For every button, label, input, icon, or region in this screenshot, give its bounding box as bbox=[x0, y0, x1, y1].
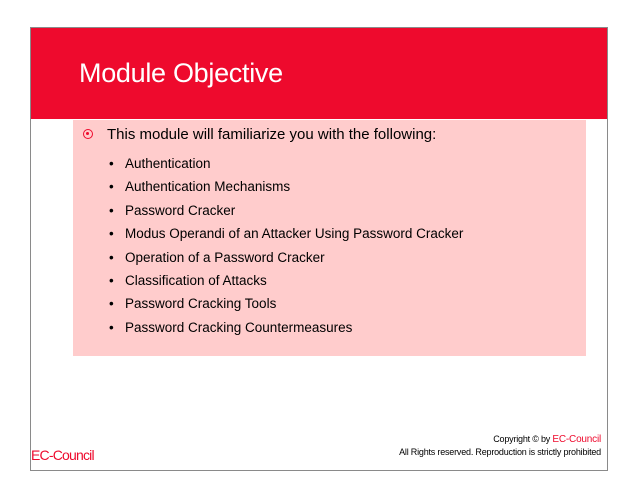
footer-brand: EC-Council bbox=[31, 447, 94, 463]
list-item-text: Classification of Attacks bbox=[125, 272, 267, 288]
intro-line bbox=[83, 126, 436, 143]
list-item bbox=[109, 269, 463, 292]
list-item-text: Password Cracking Tools bbox=[125, 296, 277, 312]
list-item bbox=[109, 152, 463, 175]
bullet-icon: • bbox=[109, 319, 114, 335]
objective-list bbox=[109, 152, 463, 339]
list-item-text: Password Cracking Countermeasures bbox=[125, 319, 353, 335]
list-item bbox=[109, 246, 463, 269]
bullet-icon: • bbox=[109, 156, 114, 171]
slide bbox=[30, 27, 608, 471]
bullet-icon: • bbox=[109, 249, 114, 265]
list-item bbox=[109, 316, 463, 339]
copyright-text: Copyright © by bbox=[493, 434, 551, 444]
content-box bbox=[73, 120, 586, 356]
copyright-brand: EC-Council bbox=[552, 434, 601, 445]
circle-bullet-icon bbox=[83, 129, 93, 139]
list-item bbox=[109, 175, 463, 198]
bullet-icon: • bbox=[109, 226, 114, 242]
list-item-text: Authentication Mechanisms bbox=[125, 179, 291, 195]
list-item-text: Password Cracker bbox=[125, 202, 236, 218]
list-item bbox=[109, 199, 463, 222]
bullet-icon: • bbox=[109, 272, 114, 288]
slide-title: Module Objective bbox=[79, 58, 283, 88]
footer-copyright bbox=[399, 433, 601, 459]
bullet-icon: • bbox=[109, 202, 114, 218]
list-item bbox=[109, 222, 463, 245]
bullet-icon: • bbox=[109, 179, 114, 195]
title-bar bbox=[31, 28, 607, 119]
rights-line: All Rights reserved. Reproduction is strictly prohibited bbox=[399, 447, 601, 457]
list-item bbox=[109, 292, 463, 315]
list-item-text: Modus Operandi of an Attacker Using Password Cracker bbox=[125, 226, 464, 242]
intro-text: This module will familiarize you with the following: bbox=[107, 126, 437, 143]
list-item-text: Operation of a Password Cracker bbox=[125, 249, 325, 265]
bullet-icon: • bbox=[109, 296, 114, 312]
list-item-text: Authentication bbox=[125, 156, 211, 171]
copyright-line bbox=[399, 433, 601, 446]
